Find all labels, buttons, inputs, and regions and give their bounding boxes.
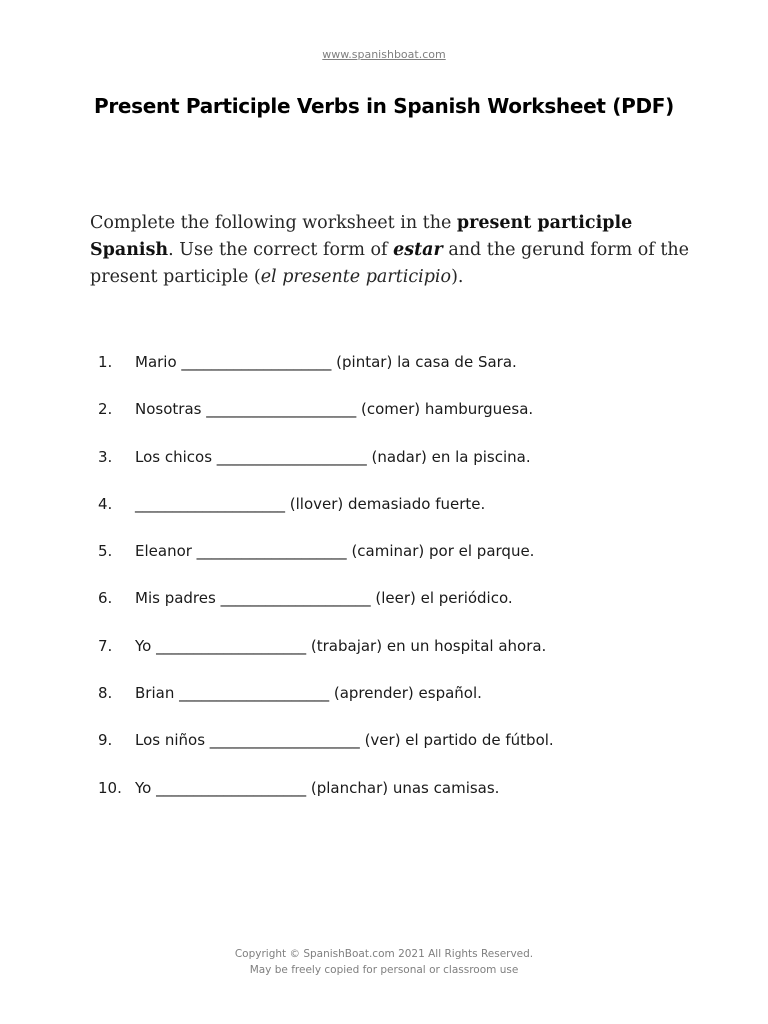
footer-usage: May be freely copied for personal or classroom use <box>249 964 519 976</box>
exercise-item <box>0 633 768 680</box>
exercise-number: 3. <box>98 447 113 466</box>
exercise-item <box>0 491 768 538</box>
exercise-item <box>0 680 768 727</box>
exercise-text: Yo ____________________ (planchar) unas camisas. <box>135 778 500 797</box>
exercise-text: Mario ____________________ (pintar) la casa de Sara. <box>135 353 517 371</box>
footer <box>0 946 768 978</box>
exercise-number: 4. <box>98 494 113 513</box>
page-title: Present Participle Verbs in Spanish Worksheet (PDF) <box>93 94 675 118</box>
exercise-item <box>0 585 768 632</box>
instructions-paragraph <box>90 210 690 291</box>
exercise-number: 8. <box>98 684 113 703</box>
instructions-italic-term: el presente participio <box>260 267 452 287</box>
site-link[interactable]: www.spanishboat.com <box>322 48 446 61</box>
exercise-text: Los chicos ____________________ (nadar) en la piscina. <box>135 447 531 466</box>
exercise-text: Yo ____________________ (trabajar) en un hospital ahora. <box>135 636 547 655</box>
exercise-text: Los niños ____________________ (ver) el partido de fútbol. <box>135 731 554 750</box>
exercise-item <box>0 775 768 822</box>
exercise-item <box>0 396 768 443</box>
instructions-estar: estar <box>393 240 443 260</box>
exercise-number: 5. <box>98 542 113 561</box>
instructions-text-3: and the gerund form of the present participle ( <box>90 240 690 287</box>
exercise-item <box>0 444 768 491</box>
instructions-bold-term: present participle Spanish <box>90 213 633 260</box>
exercise-item <box>0 349 768 396</box>
exercise-number: 6. <box>98 589 113 608</box>
instructions-text-2: . Use the correct form of <box>168 240 394 260</box>
exercise-number: 1. <box>98 353 113 371</box>
instructions-text-1: Complete the following worksheet in the <box>90 213 457 233</box>
exercise-list <box>0 349 768 822</box>
exercise-number: 2. <box>98 400 113 419</box>
exercise-text: ____________________ (llover) demasiado fuerte. <box>135 494 486 513</box>
exercise-item <box>0 538 768 585</box>
exercise-number: 10. <box>98 778 122 797</box>
footer-copyright: Copyright © SpanishBoat.com 2021 All Rights Reserved. <box>234 948 534 960</box>
exercise-text: Nosotras ____________________ (comer) hamburguesa. <box>135 400 534 419</box>
exercise-text: Brian ____________________ (aprender) español. <box>135 684 482 703</box>
exercise-text: Mis padres ____________________ (leer) el periódico. <box>135 589 513 608</box>
exercise-text: Eleanor ____________________ (caminar) por el parque. <box>135 542 535 561</box>
exercise-item <box>0 727 768 774</box>
exercise-number: 7. <box>98 636 113 655</box>
exercise-number: 9. <box>98 731 113 750</box>
instructions-text-4: ). <box>451 267 464 287</box>
